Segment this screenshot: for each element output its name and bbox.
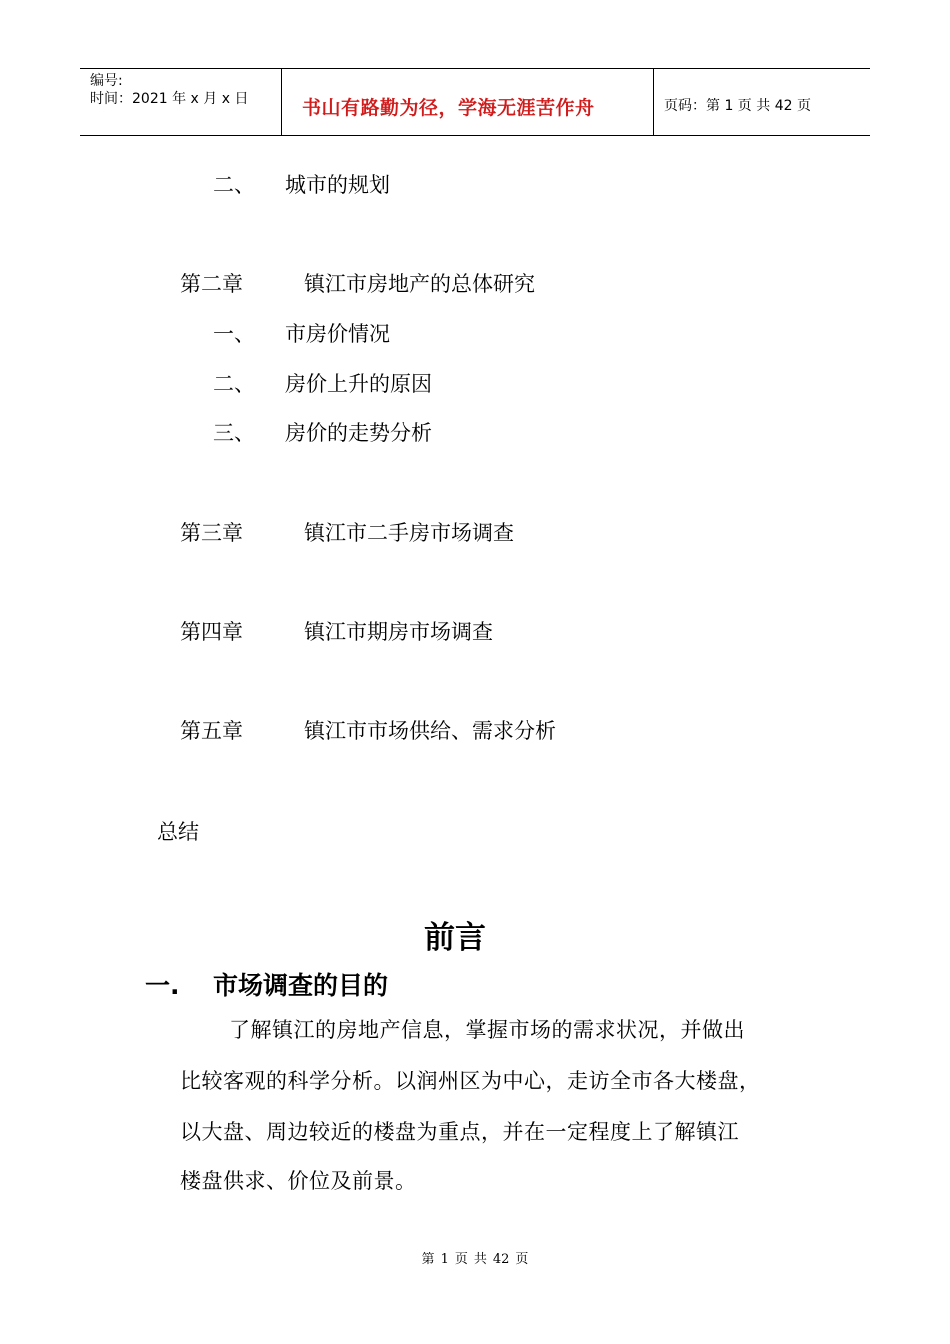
toc-chapter-title: 镇江市市场供给、需求分析 — [304, 719, 556, 743]
toc-item-text: 房价的走势分析 — [285, 421, 432, 445]
toc-item-text: 房价上升的原因 — [285, 372, 432, 396]
serial-label: 编号: — [90, 73, 123, 89]
toc-chapter-number: 第四章 — [180, 620, 243, 644]
toc-summary: 总结 — [157, 820, 199, 844]
preface-title: 前言 — [424, 920, 486, 956]
toc-chapter-title: 镇江市房地产的总体研究 — [304, 272, 535, 296]
toc-item-number: 二、 — [213, 173, 255, 197]
footer-text: 页 — [515, 1252, 529, 1267]
toc-chapter-number: 第五章 — [180, 719, 243, 743]
toc-item-text: 市房价情况 — [285, 322, 390, 346]
header-page-info: 页码：第 1 页 共 42 页 — [664, 98, 811, 114]
header-motto-cell — [282, 69, 654, 135]
page-header — [80, 68, 870, 136]
time-label: 时间：2021 年 x 月 x 日 — [90, 91, 249, 107]
footer-text: 第 — [421, 1252, 435, 1267]
toc-item-number: 二、 — [213, 372, 255, 396]
toc-item-number: 三、 — [213, 421, 255, 445]
header-page-cell — [654, 69, 870, 135]
toc-item-number: 一、 — [213, 322, 255, 346]
paragraph-line: 以大盘、周边较近的楼盘为重点，并在一定程度上了解镇江 — [180, 1120, 739, 1144]
footer-text: 共 — [473, 1252, 487, 1267]
toc-chapter-title: 镇江市二手房市场调查 — [304, 521, 514, 545]
header-motto: 书山有路勤为径，学海无涯苦作舟 — [302, 97, 595, 119]
toc-chapter-number: 第二章 — [180, 272, 243, 296]
footer-text: 页 — [454, 1252, 468, 1267]
paragraph-line: 了解镇江的房地产信息，掌握市场的需求状况，并做出 — [229, 1018, 745, 1042]
header-info-cell — [80, 69, 282, 135]
paragraph-line: 比较客观的科学分析。以润州区为中心，走访全市各大楼盘， — [180, 1069, 761, 1093]
page-footer — [0, 1248, 950, 1267]
paragraph-line: 楼盘供求、价位及前景。 — [180, 1169, 417, 1193]
footer-page-number: 1 — [440, 1252, 449, 1267]
toc-chapter-number: 第三章 — [180, 521, 243, 545]
section-title: 市场调查的目的 — [213, 971, 389, 1000]
toc-item-text: 城市的规划 — [285, 173, 390, 197]
section-number: 一. — [145, 971, 180, 1000]
toc-chapter-title: 镇江市期房市场调查 — [304, 620, 493, 644]
section-heading — [145, 966, 389, 1002]
footer-total-pages: 42 — [492, 1252, 510, 1267]
